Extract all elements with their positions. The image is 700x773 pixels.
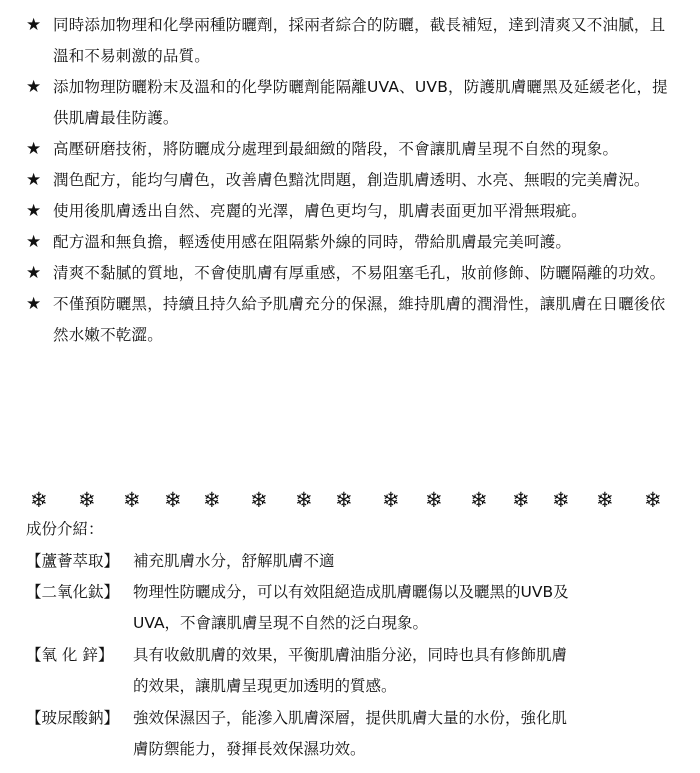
feature-text: 潤色配方，能均勻膚色，改善膚色黯沈問題，創造肌膚透明、水亮、無暇的完美膚況。: [53, 171, 650, 189]
feature-list: [26, 10, 696, 351]
snowflake-icon: ❄: [295, 488, 313, 512]
snowflake-icon: ❄: [164, 488, 182, 512]
ingredient-description: 具有收斂肌膚的效果，平衡肌膚油脂分泌，同時也具有修飾肌膚的效果，讓肌膚呈現更加透明的質感。: [133, 646, 568, 695]
star-bullet-icon: ★: [26, 201, 42, 221]
star-bullet-icon: ★: [26, 263, 42, 283]
ingredient-name: 【二氧化鈦】: [26, 583, 120, 601]
feature-item: [26, 196, 673, 227]
ingredient-description: 強效保濕因子，能滲入肌膚深層，提供肌膚大量的水份，強化肌膚防禦能力，發揮長效保濕功效。: [133, 709, 568, 758]
snowflake-icon: ❄: [123, 488, 141, 512]
ingredient-name: 【玻尿酸鈉】: [26, 709, 120, 727]
feature-text: 同時添加物理和化學兩種防曬劑，採兩者綜合的防曬，截長補短，達到清爽又不油膩，且溫和不易刺激的品質。: [53, 16, 666, 65]
feature-text: 不僅預防曬黑，持續且持久給予肌膚充分的保濕，維持肌膚的潤滑性，讓肌膚在日曬後依然水嫩不乾澀。: [53, 295, 666, 344]
ingredients-heading: 成份介紹：: [26, 520, 104, 538]
snowflake-icon: ❄: [470, 488, 488, 512]
star-bullet-icon: ★: [26, 15, 42, 35]
feature-item: [26, 258, 673, 289]
snowflake-icon: ❄: [644, 488, 662, 512]
feature-item: [26, 10, 673, 72]
feature-item: [26, 165, 673, 196]
feature-text: 使用後肌膚透出自然、亮麗的光澤，膚色更均勻，肌膚表面更加平滑無瑕疵。: [53, 202, 587, 220]
snowflake-icon: ❄: [552, 488, 570, 512]
snowflake-icon: ❄: [335, 488, 353, 512]
snowflake-icon: ❄: [250, 488, 268, 512]
star-bullet-icon: ★: [26, 77, 42, 97]
snowflake-icon: ❄: [78, 488, 96, 512]
feature-item: [26, 227, 700, 258]
star-bullet-icon: ★: [26, 170, 42, 190]
snowflake-divider: [30, 485, 680, 515]
feature-text: 添加物理防曬粉末及溫和的化學防曬劑能隔離UVA、UVB，防護肌膚曬黑及延緩老化，提供肌膚最佳防護。: [53, 78, 668, 127]
snowflake-icon: ❄: [596, 488, 614, 512]
snowflake-icon: ❄: [425, 488, 443, 512]
feature-text: 高壓研磨技術，將防曬成分處理到最細緻的階段，不會讓肌膚呈現不自然的現象。: [53, 140, 619, 158]
star-bullet-icon: ★: [26, 139, 42, 159]
feature-item: [26, 134, 673, 165]
feature-text: 清爽不黏膩的質地，不會使肌膚有厚重感，不易阻塞毛孔，妝前修飾、防曬隔離的功效。: [53, 264, 666, 282]
feature-item: [26, 289, 673, 351]
star-bullet-icon: ★: [26, 294, 42, 314]
snowflake-icon: ❄: [382, 488, 400, 512]
snowflake-icon: ❄: [203, 488, 221, 512]
ingredient-description: 補充肌膚水分，舒解肌膚不適: [133, 552, 335, 570]
snowflake-icon: ❄: [512, 488, 530, 512]
ingredient-name: 【氧 化 鋅】: [26, 646, 114, 664]
ingredient-description: 物理性防曬成分，可以有效阻絕造成肌膚曬傷以及曬黑的UVB及UVA，不會讓肌膚呈現不自然的泛白現象。: [133, 583, 569, 632]
feature-text: 配方溫和無負擔，輕透使用感在阻隔紫外線的同時，帶給肌膚最完美呵護。: [53, 233, 572, 251]
ingredient-name: 【蘆薈萃取】: [26, 552, 120, 570]
feature-item: [26, 72, 673, 134]
snowflake-icon: ❄: [30, 488, 48, 512]
star-bullet-icon: ★: [26, 232, 42, 252]
